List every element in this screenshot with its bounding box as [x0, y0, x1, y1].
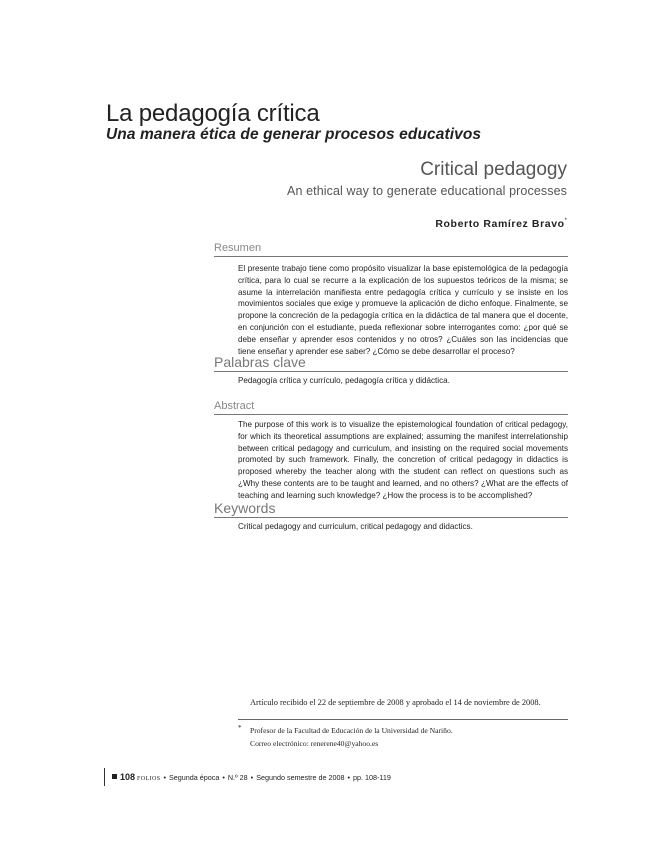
keywords-text: Critical pedagogy and curriculum, critical pedagogy and didactics.: [238, 522, 473, 531]
footer-bar: [104, 768, 105, 786]
palabras-clave-text: Pedagogía crítica y currículo, pedagogía crítica y didáctica.: [238, 376, 450, 385]
article-title-spanish: La pedagogía crítica: [106, 100, 320, 127]
footer-period: Segundo semestre de 2008: [256, 773, 345, 782]
footer-epoch: Segunda época: [168, 773, 220, 782]
author-name: Roberto Ramírez Bravo: [435, 218, 565, 230]
keywords-heading: Keywords: [214, 500, 568, 518]
received-note: Artículo recibido el 22 de septiembre de 2008 y aprobado el 14 de noviembre de 2008.: [250, 698, 541, 707]
author-line: [435, 214, 567, 231]
footer-issue: N.º 28: [227, 773, 248, 782]
author-footnote-mark: *: [564, 218, 567, 224]
article-subtitle-spanish: Una manera ética de generar procesos educativos: [106, 126, 482, 143]
footnote-affiliation: Profesor de la Facultad de Educación de la Universidad de Nariño.: [250, 726, 453, 735]
palabras-clave-heading: Palabras clave: [214, 354, 568, 372]
page-footer: 108 FOLIOS • Segunda época • N.º 28 • Segundo semestre de 2008 • pp. 108-119: [112, 772, 391, 784]
article-subtitle-english: An ethical way to generate educational processes: [287, 184, 567, 198]
abstract-text: The purpose of this work is to visualize the epistemological foundation of critical pedagogy, for which its theoretical assumptions are explained; assuming the manifest interrelationship between critical pedagogy and curriculum, and insisting on the required social movements promoted by such framework. Finally, the concretion of critical pedagogy in didactics is proposed whereby the teacher along with the student can reflect on questions such as ¿Why these contents are to be taught and learned, and no others? ¿What are the effects of teaching and learning such knowledge? ¿How the process is to be accomplished?: [238, 420, 568, 500]
resumen-text: El presente trabajo tiene como propósito visualizar la base epistemológica de la pedagogía crítica, para lo cual se recurre a la explicación de los supuestos teóricos de la misma; se asume la interrelación manifiesta entre pedagogía crítica y currículo y se insiste en los movimientos sociales que exige y promueve la aplicación de dicho enfoque. Finalmente, se propone la concreción de la pedagogía crítica en la didáctica de tal manera que el docente, en conjunción con el estudiante, pueda reflexionar sobre interrogantes como: ¿por qué se debe enseñar y aprender esos contenidos y no otros? ¿Cuáles son las incidencias que tiene enseñar y aprender ese saber? ¿Cómo se debe desarrollar el proceso?: [238, 264, 568, 356]
resumen-heading: Resumen: [214, 242, 568, 257]
footnote-email: Correo electrónico: renerene40@yahoo.es: [250, 739, 379, 748]
footer-pages: pp. 108-119: [353, 773, 391, 782]
footer-square-icon: [112, 774, 117, 779]
footnote-mark: *: [238, 724, 242, 732]
abstract-heading: Abstract: [214, 400, 568, 415]
article-title-english: Critical pedagogy: [420, 159, 567, 180]
journal-name: FOLIOS: [137, 776, 161, 782]
footnote-divider: [238, 719, 568, 720]
page-number: 108: [120, 772, 136, 782]
